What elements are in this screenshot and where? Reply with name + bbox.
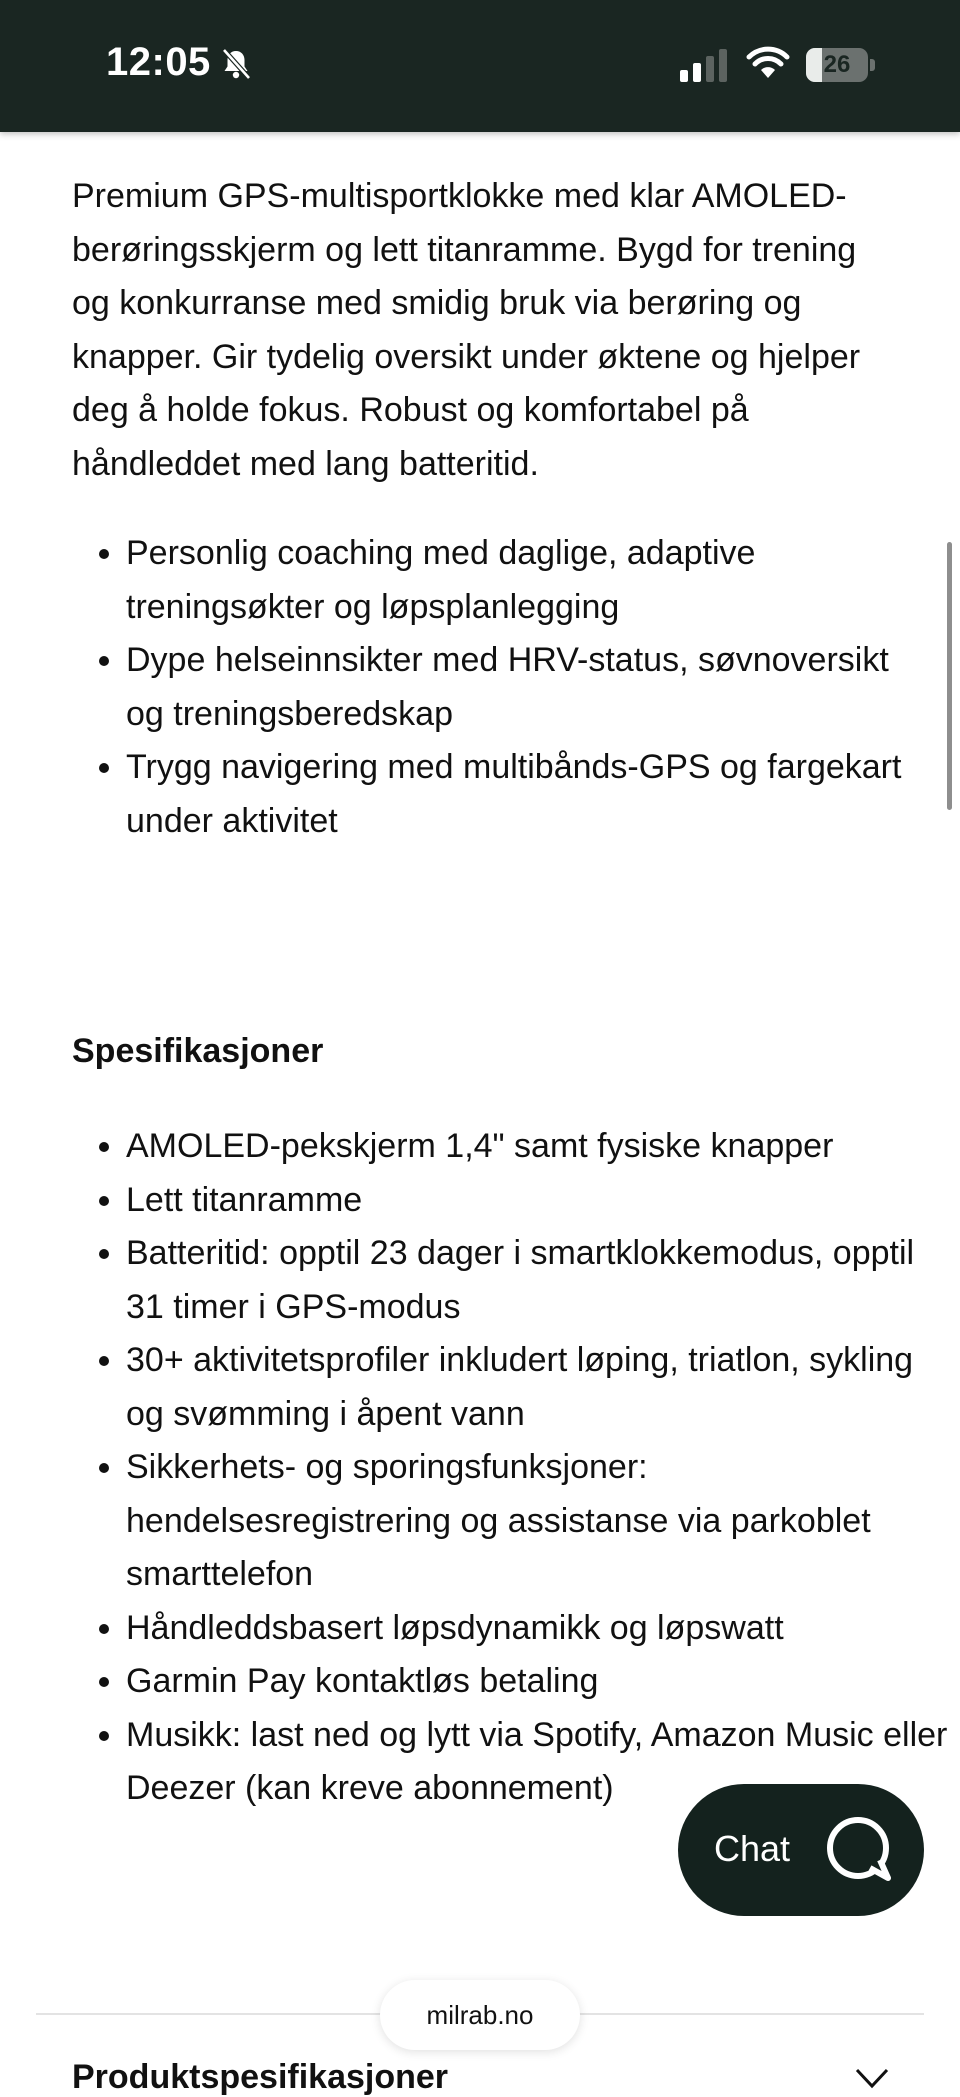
- list-item: • AMOLED-pekskjerm 1,4" samt fysiske knapper: [126, 1120, 956, 1174]
- status-bar: [0, 0, 960, 132]
- chat-button[interactable]: [678, 1784, 924, 1916]
- product-description: [72, 170, 902, 848]
- list-item: • 30+ aktivitetsprofiler inkludert løping, triatlon, sykling og svømming i åpent vann: [126, 1334, 956, 1441]
- chat-bubble-icon: [822, 1812, 898, 1888]
- product-specs-accordion[interactable]: Produktspesifikasjoner: [72, 2058, 449, 2096]
- list-item: • Dype helseinnsikter med HRV-status, søvnoversikt og treningsberedskap: [126, 634, 902, 741]
- list-item: • Lett titanramme: [126, 1174, 956, 1228]
- clock: 12:05: [106, 40, 211, 84]
- cellular-signal-icon: [680, 48, 730, 82]
- list-item: • Sikkerhets- og sporingsfunksjoner: hendelsesregistrering og assistanse via parkoblet smarttelefon: [126, 1441, 956, 1602]
- scrollbar[interactable]: [947, 542, 952, 810]
- feature-list: [72, 527, 902, 848]
- battery-percent: 26: [823, 51, 851, 78]
- list-item: • Musikk: last ned og lytt via Spotify, Amazon Music eller Deezer (kan kreve abonnement): [126, 1709, 956, 1816]
- list-item: • Garmin Pay kontaktløs betaling: [126, 1655, 956, 1709]
- list-item: • Personlig coaching med daglige, adaptive treningsøkter og løpsplanlegging: [126, 527, 902, 634]
- specs-list: [72, 1120, 956, 1816]
- bell-slash-icon: [218, 46, 254, 82]
- battery-indicator: [806, 48, 876, 82]
- address-bar[interactable]: milrab.no: [380, 1980, 580, 2050]
- wifi-icon: [746, 46, 790, 80]
- chat-label: Chat: [714, 1828, 791, 1869]
- description-paragraph: Premium GPS-multisportklokke med klar AMOLED-berøringsskjerm og lett titanramme. Bygd for trening og konkurranse med smidig bruk via berøring og knapper. Gir tydelig oversikt under øktene og hjelper deg å holde fokus. Robust og komfortabel på håndleddet med lang batteritid.: [72, 177, 861, 483]
- chevron-down-icon[interactable]: [854, 2064, 890, 2094]
- specs-heading: Spesifikasjoner: [72, 1032, 324, 1070]
- list-item: • Håndleddsbasert løpsdynamikk og løpswatt: [126, 1602, 956, 1656]
- list-item: • Batteritid: opptil 23 dager i smartklokkemodus, opptil 31 timer i GPS-modus: [126, 1227, 956, 1334]
- list-item: • Trygg navigering med multibånds-GPS og fargekart under aktivitet: [126, 741, 902, 848]
